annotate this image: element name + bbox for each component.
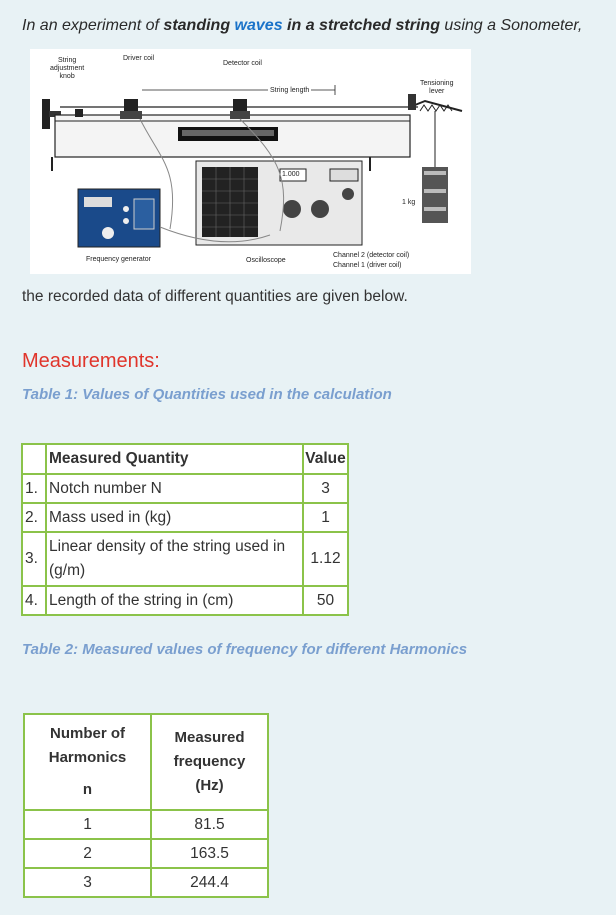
label-tensioning-lever: Tensioning lever (420, 80, 454, 95)
header-measured-frequency: Measured frequency (Hz) (151, 714, 268, 810)
table1-caption: Table 1: Values of Quantities used in the calculation (22, 386, 392, 403)
label-detector-coil: Detector coil (223, 60, 262, 67)
label-mass: 1 kg (402, 199, 416, 206)
label-string-length: String length (270, 87, 310, 94)
bold-waves: waves (234, 17, 283, 34)
bold-stretched-string: in a stretched string (287, 17, 440, 34)
label-display-value: 1.000 (282, 171, 300, 178)
header-number-of-harmonics: Number of Harmonics n (24, 714, 151, 810)
label-oscilloscope: Oscilloscope (246, 257, 286, 264)
intro-text: In an experiment of standing waves in a stretched string using a Sonometer, (22, 17, 583, 34)
table-row: 1. Notch number N 3 (22, 474, 348, 503)
table2-caption: Table 2: Measured values of frequency for different Harmonics (22, 641, 468, 658)
table-header-row (24, 714, 268, 810)
table-row: 3. Linear density of the string used in (g/m) 1.12 (22, 532, 348, 586)
table-row: 3 244.4 (24, 868, 268, 897)
table-row: 2. Mass used in (kg) 1 (22, 503, 348, 532)
header-measured-quantity: Measured Quantity (46, 444, 303, 474)
header-value: Value (303, 444, 348, 474)
frequency-table (23, 713, 269, 898)
measurements-heading: Measurements: (22, 350, 160, 372)
quantities-table (21, 443, 349, 616)
label-channel1: Channel 1 (driver coil) (333, 262, 402, 269)
label-channel2: Channel 2 (detector coil) (333, 252, 410, 259)
table-row: 2 163.5 (24, 839, 268, 868)
label-frequency-generator: Frequency generator (86, 256, 151, 263)
table-row: 1 81.5 (24, 810, 268, 839)
label-string-knob: String adjustment knob (50, 57, 85, 80)
label-driver-coil: Driver coil (123, 55, 155, 62)
bold-standing: standing (163, 17, 231, 34)
sonometer-diagram (30, 49, 471, 274)
table-header-row (22, 444, 348, 474)
table-row: 4. Length of the string in (cm) 50 (22, 586, 348, 615)
sonometer-drawing (30, 49, 471, 274)
after-figure-text: the recorded data of different quantities are given below. (22, 288, 408, 305)
